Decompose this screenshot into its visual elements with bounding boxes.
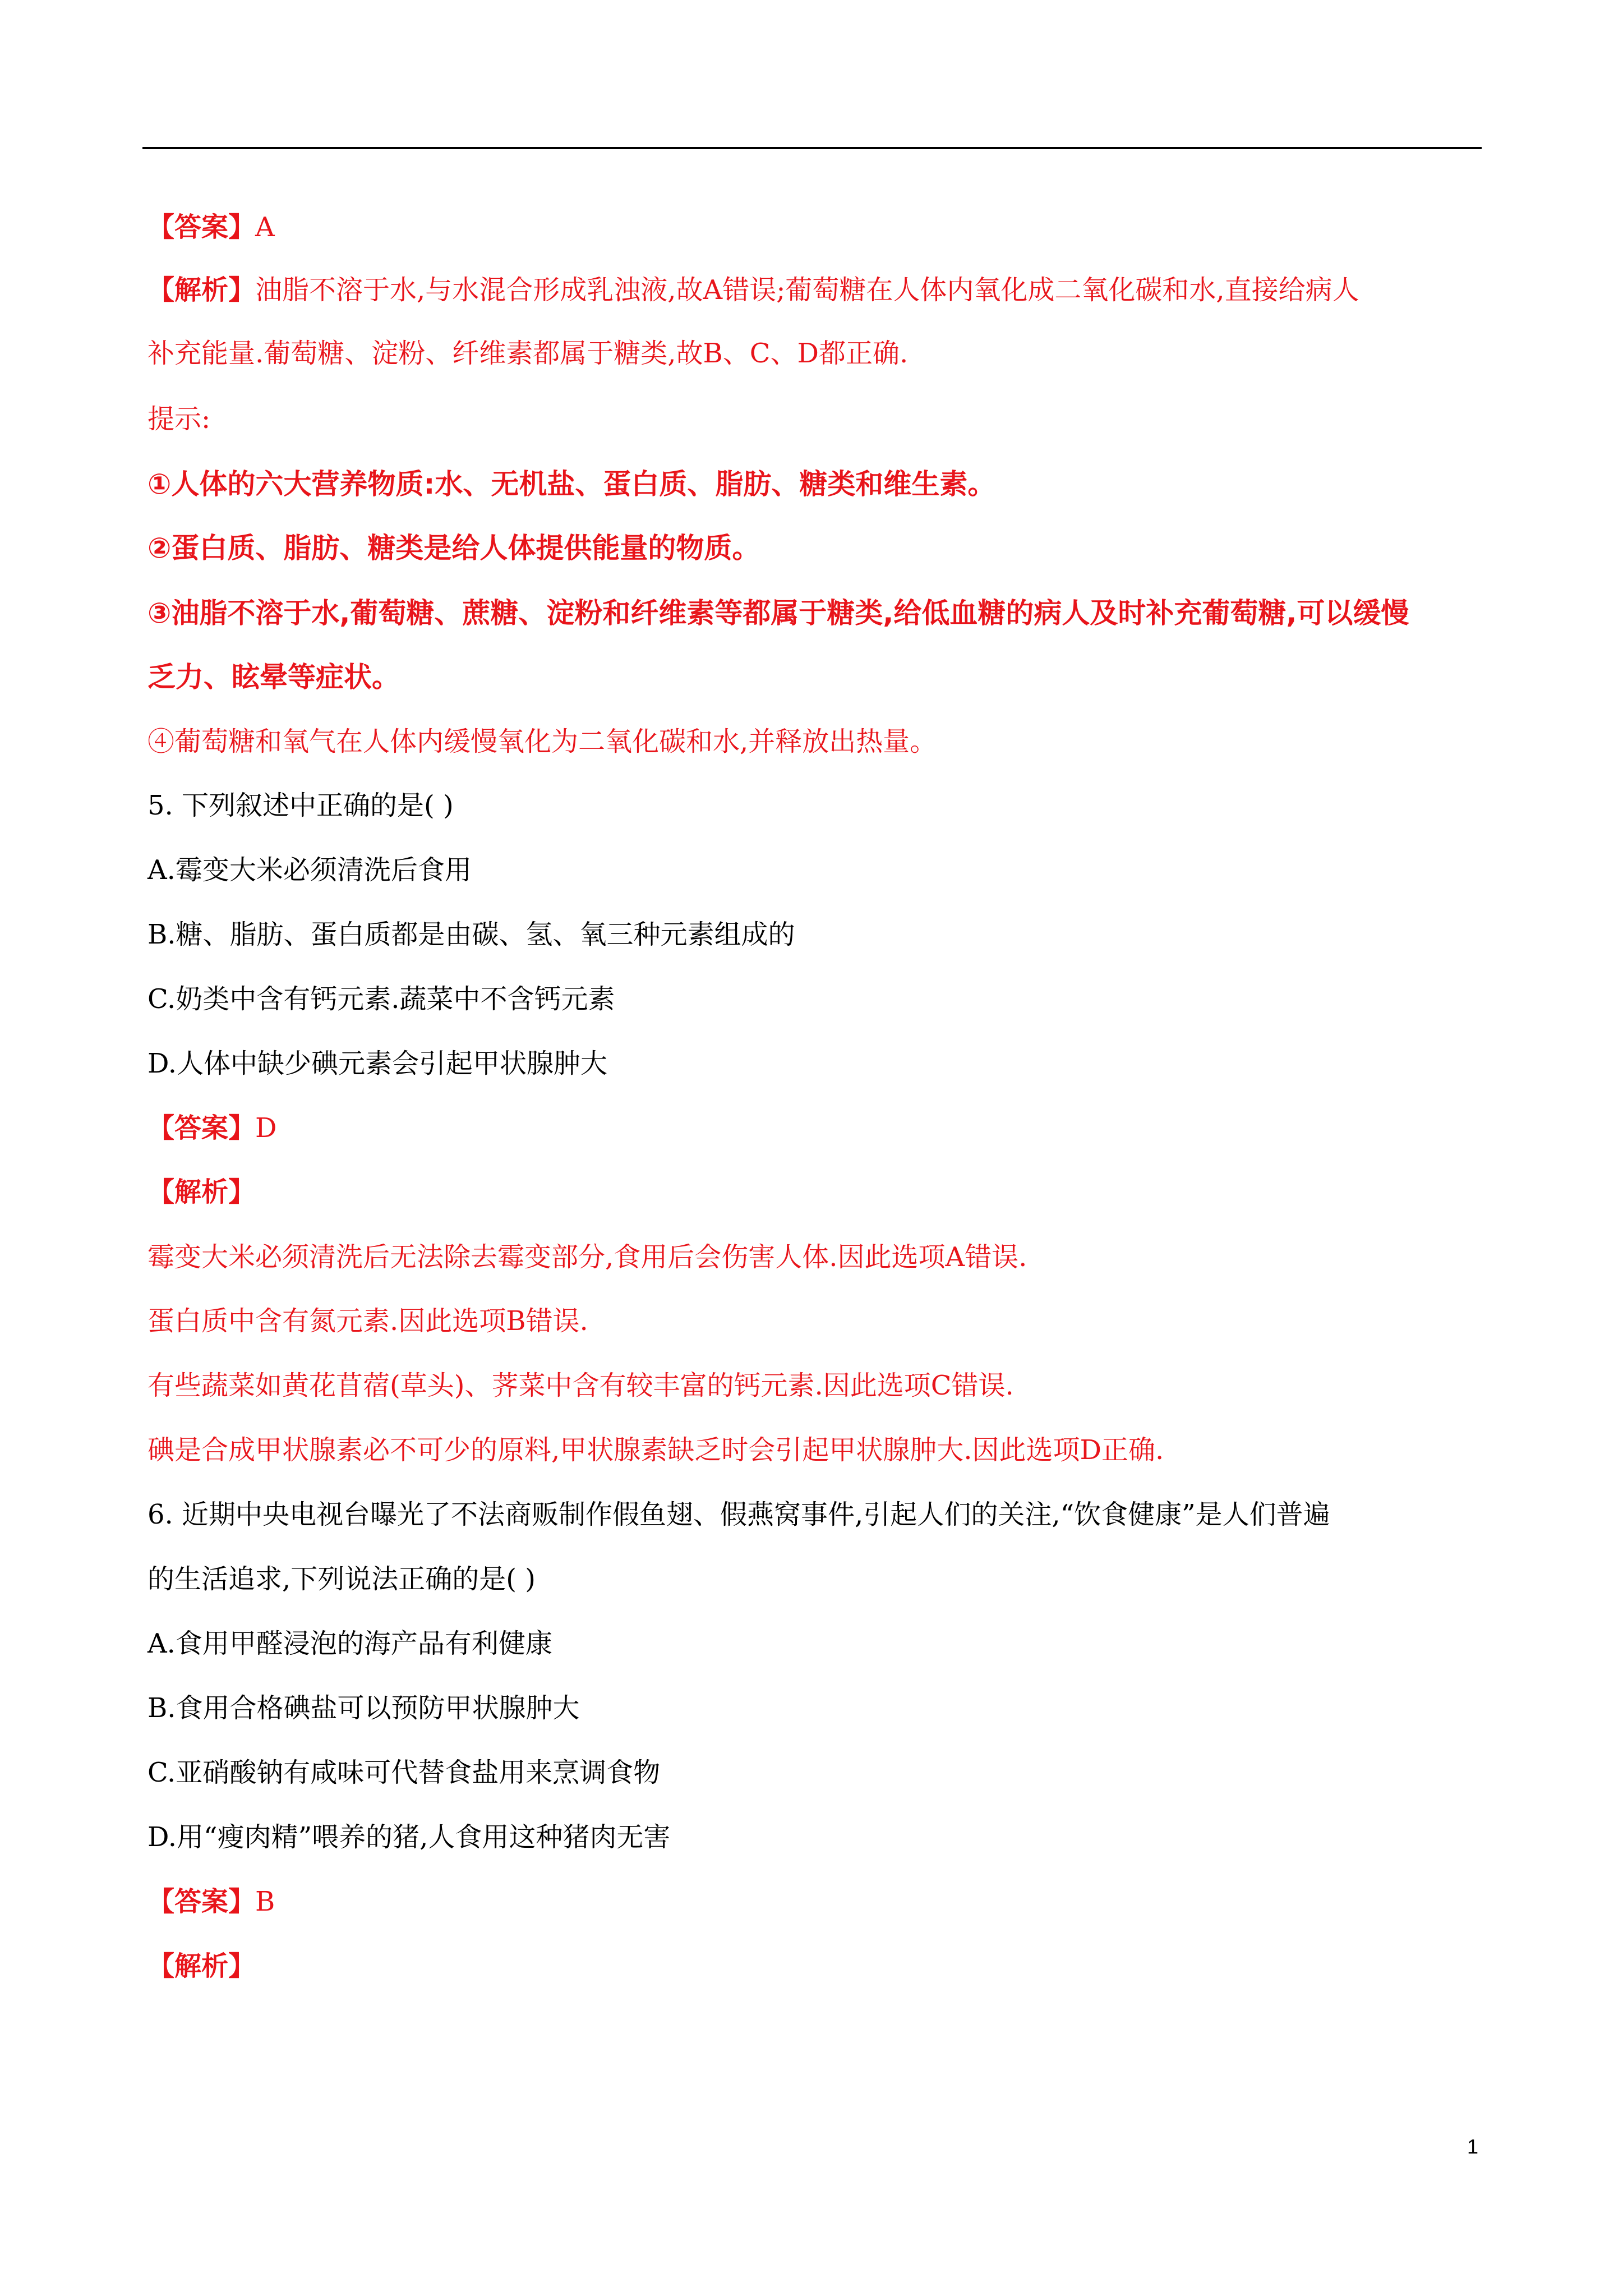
q5-option-c: C.奶类中含有钙元素.蔬菜中不含钙元素 — [147, 983, 615, 1015]
q6-option-a: A.食用甲醛浸泡的海产品有利健康 — [147, 1628, 552, 1659]
q4-analysis-line2: 补充能量.葡萄糖、淀粉、纤维素都属于糖类,故B、C、D都正确. — [147, 338, 909, 369]
q4-tip-3-line1: ③油脂不溶于水,葡萄糖、蔗糖、淀粉和纤维素等都属于糖类,给低血糖的病人及时补充葡萄糖,可以缓慢 — [147, 597, 1409, 629]
answer-tag: 【答案】 — [147, 211, 256, 243]
q4-tip-4: ④葡萄糖和氧气在人体内缓慢氧化为二氧化碳和水,并释放出热量。 — [147, 726, 937, 757]
q6-option-d: D.用“瘦肉精”喂养的猪,人食用这种猪肉无害 — [147, 1821, 671, 1853]
q5-stem: 5. 下列叙述中正确的是( ) — [147, 790, 454, 821]
q5-analysis-tag: 【解析】 — [147, 1176, 256, 1208]
q4-analysis-line1 — [147, 273, 1359, 307]
page-number: 1 — [1467, 2135, 1479, 2158]
q5-analysis-2: 蛋白质中含有氮元素.因此选项B错误. — [147, 1305, 588, 1337]
q6-option-c: C.亚硝酸钠有咸味可代替食盐用来烹调食物 — [147, 1757, 661, 1788]
q4-tip-3-line2: 乏力、眩晕等症状。 — [147, 661, 400, 693]
q5-analysis-1: 霉变大米必须清洗后无法除去霉变部分,食用后会伤害人体.因此选项A错误. — [147, 1241, 1027, 1273]
q5-option-b: B.糖、脂肪、蛋白质都是由碳、氢、氧三种元素组成的 — [147, 919, 795, 950]
q5-answer — [147, 1111, 277, 1145]
q6-option-b: B.食用合格碘盐可以预防甲状腺肿大 — [147, 1692, 580, 1724]
q5-analysis-3: 有些蔬菜如黄花苜蓿(草头)、荠菜中含有较丰富的钙元素.因此选项C错误. — [147, 1370, 1014, 1401]
q6-stem-line2: 的生活追求,下列说法正确的是( ) — [147, 1563, 536, 1595]
q5-analysis-4: 碘是合成甲状腺素必不可少的原料,甲状腺素缺乏时会引起甲状腺肿大.因此选项D正确. — [147, 1434, 1164, 1466]
q5-option-a: A.霉变大米必须清洗后食用 — [147, 854, 472, 886]
q4-tip-2: ②蛋白质、脂肪、糖类是给人体提供能量的物质。 — [147, 532, 760, 564]
q4-tip-label: 提示: — [147, 403, 211, 435]
answer-tag: 【答案】 — [147, 1112, 256, 1144]
answer-value: B — [255, 1886, 275, 1917]
header-rule — [142, 147, 1482, 149]
q4-answer — [147, 210, 275, 244]
q5-option-d: D.人体中缺少碘元素会引起甲状腺肿大 — [147, 1048, 608, 1079]
answer-tag: 【答案】 — [147, 1886, 256, 1917]
q6-answer — [147, 1885, 275, 1918]
analysis-text: 油脂不溶于水,与水混合形成乳浊液,故A错误;葡萄糖在人体内氧化成二氧化碳和水,直接给病人 — [255, 274, 1359, 306]
q4-tip-1: ①人体的六大营养物质:水、无机盐、蛋白质、脂肪、糖类和维生素。 — [147, 468, 996, 500]
q6-stem-line1: 6. 近期中央电视台曝光了不法商贩制作假鱼翅、假燕窝事件,引起人们的关注,“饮食健康”是人们普遍 — [147, 1499, 1330, 1530]
answer-value: A — [255, 211, 275, 243]
analysis-tag: 【解析】 — [147, 274, 256, 306]
q6-analysis-tag: 【解析】 — [147, 1950, 256, 1982]
answer-value: D — [255, 1112, 277, 1144]
